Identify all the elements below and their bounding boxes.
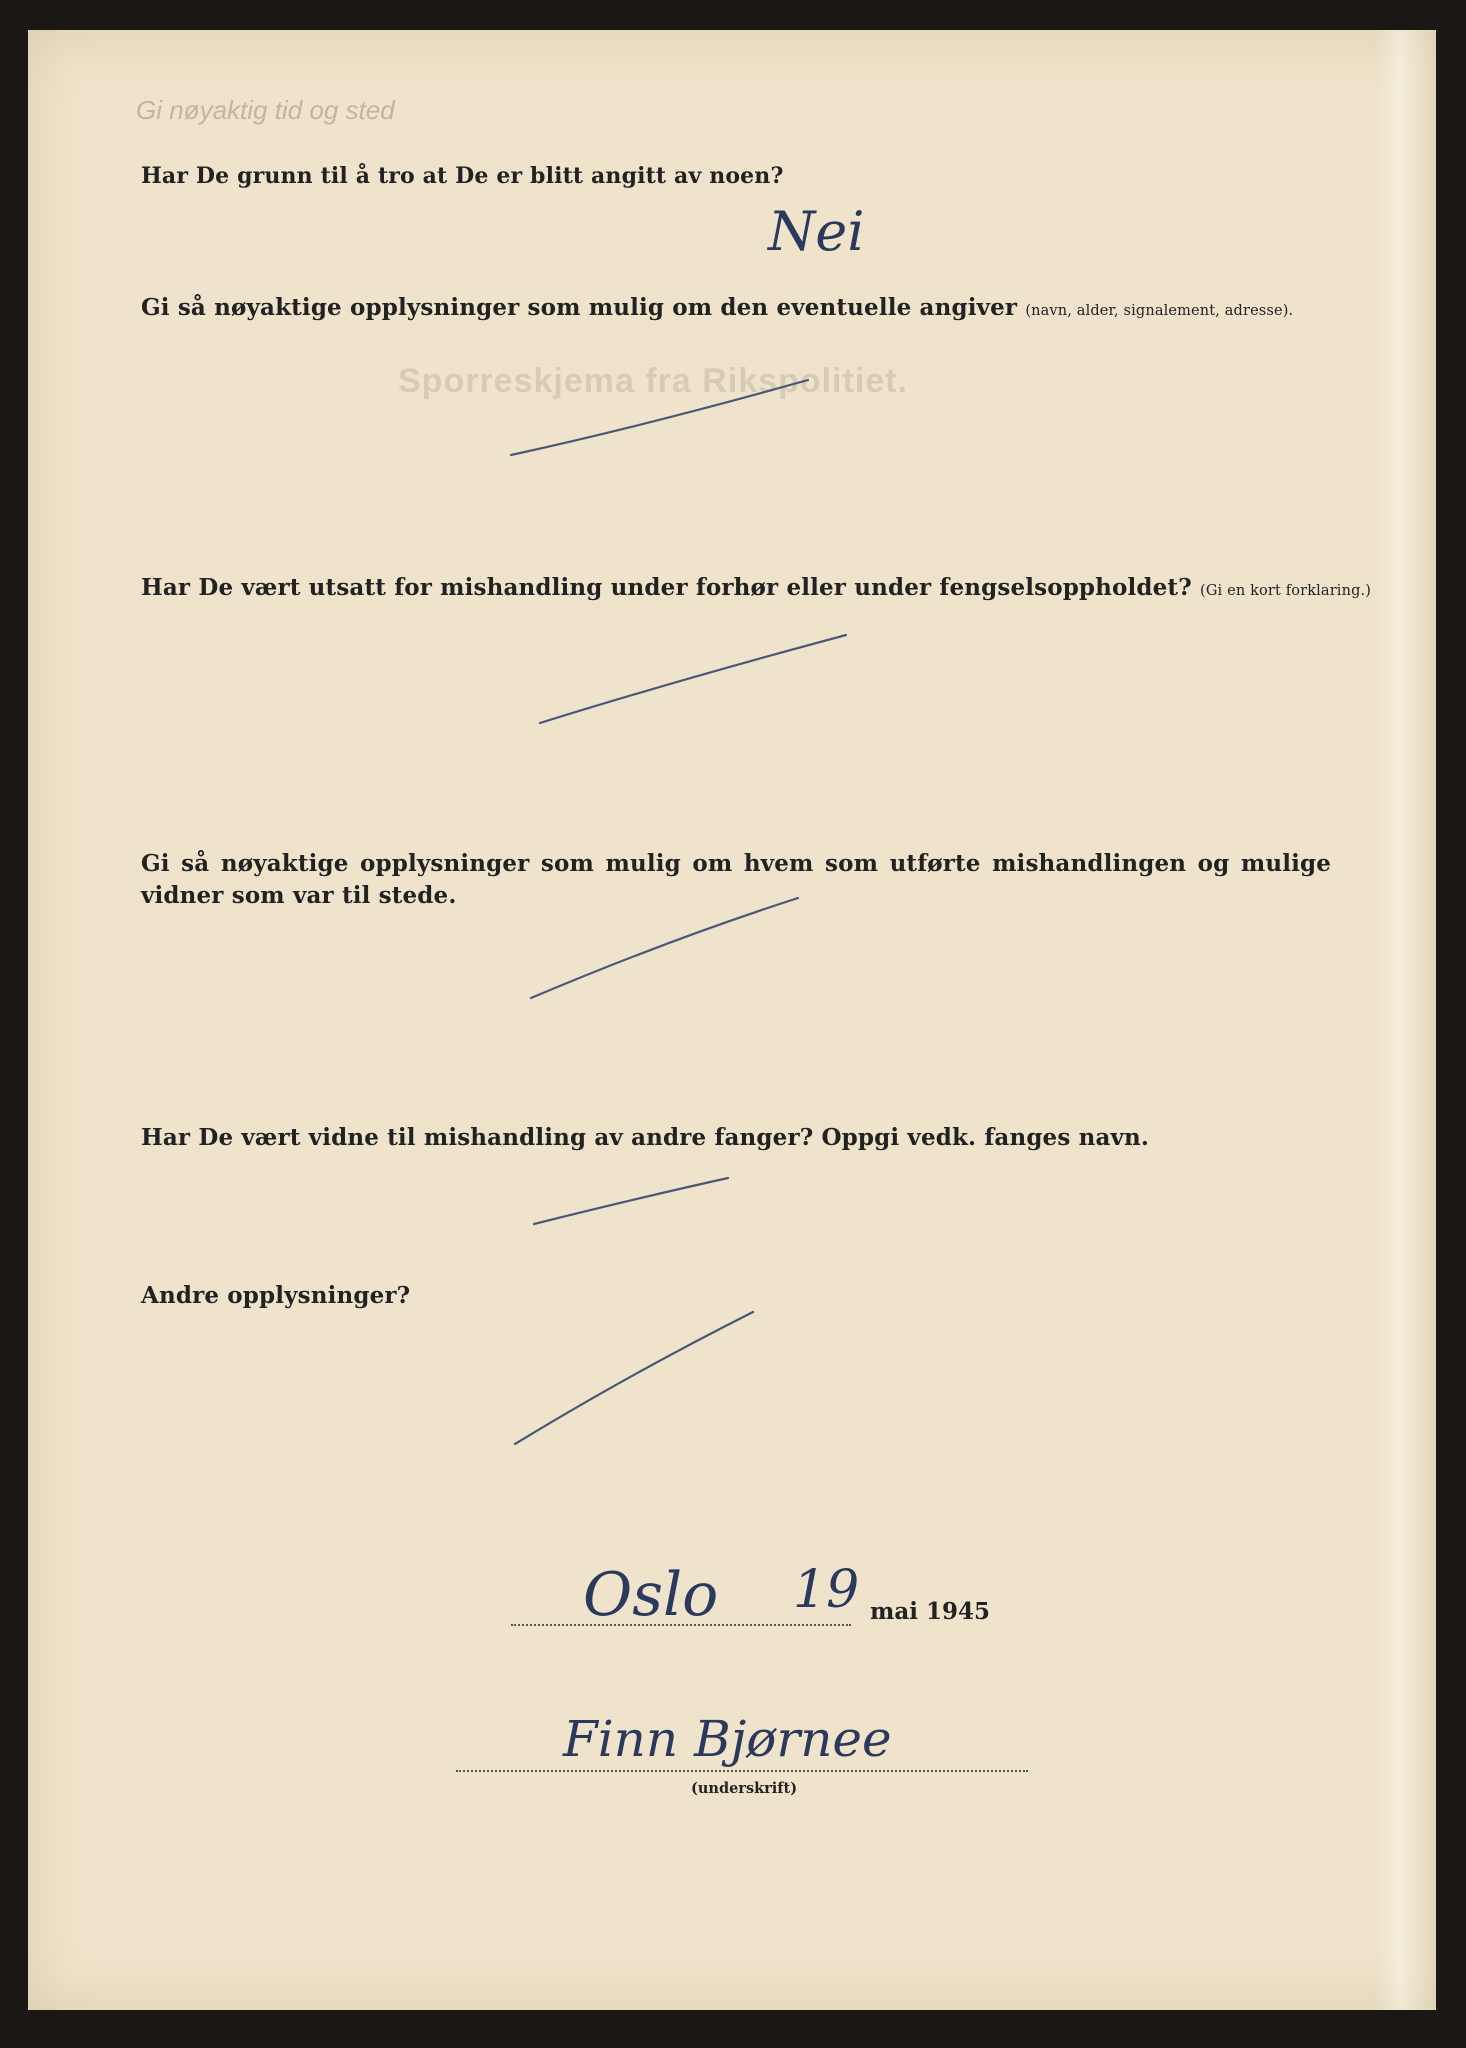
signature-label: (underskrift) [691, 1780, 798, 1797]
date-day-handwritten: 19 [793, 1560, 860, 1620]
question-1-text: Har De grunn til å tro at De er blitt angitt av noen? [141, 163, 784, 189]
faded-top-note: Gi nøyaktig tid og sted [136, 95, 395, 125]
answer-1-handwritten: Nei [768, 200, 865, 263]
faded-header: Sporreskjema fra Rikspolitiet. [398, 362, 908, 400]
date-place-handwritten: Oslo [583, 1560, 719, 1630]
question-5-text: Har De vært vidne til mishandling av andre fanger? Oppgi vedk. fanges navn. [141, 1124, 1150, 1151]
strike-line-q3 [540, 635, 846, 723]
question-2-text: Gi så nøyaktige opplysninger som mulig om den eventuelle angiver [141, 294, 1018, 321]
signature-handwritten: Finn Bjørnee [563, 1710, 892, 1768]
strike-line-q4 [531, 898, 798, 998]
strike-line-q5 [534, 1178, 728, 1224]
question-4-text: Gi så nøyaktige opplysninger som mulig om hvem som utførte mishandlingen og mulige vidner som var til stede. [141, 850, 1331, 909]
document-page [28, 30, 1436, 2010]
date-month-year: mai 1945 [870, 1598, 990, 1625]
question-6-text: Andre opplysninger? [141, 1282, 411, 1309]
strike-line-q2 [511, 380, 808, 455]
question-3-note: (Gi en kort forklaring.) [1200, 583, 1372, 599]
question-3-text: Har De vært utsatt for mishandling under forhør eller under fengselsoppholdet? [141, 574, 1192, 601]
strike-line-q6 [515, 1312, 753, 1444]
signature-dotted-line [456, 1770, 1028, 1772]
question-2-note: (navn, alder, signalement, adresse). [1025, 303, 1294, 319]
